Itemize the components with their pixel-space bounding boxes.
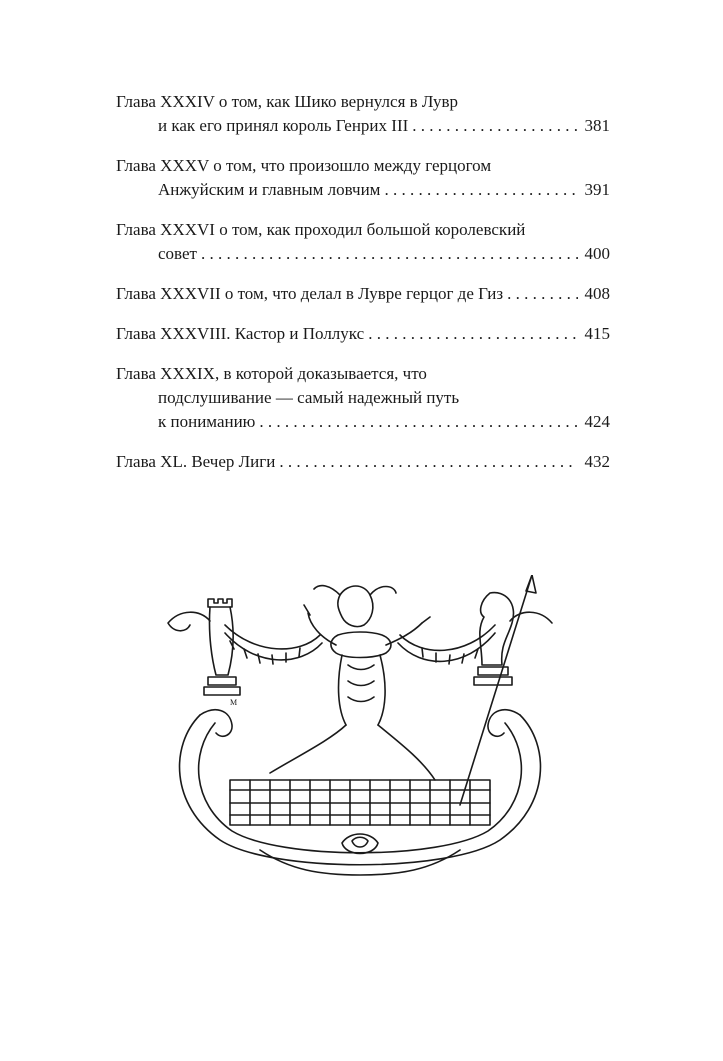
toc-page-number: 381 [584,116,610,135]
toc-entry-title: Глава XXXV о том, что произошло между герцогом [116,156,492,175]
dot-leader [279,450,578,474]
toc-entry-title: подслушивание — самый надежный путь [158,388,460,407]
toc-entry[interactable] [116,450,610,474]
dot-leader [201,242,578,266]
toc-entry-title: и как его принял король Генрих III [158,116,409,135]
toc-entry[interactable] [116,90,610,138]
chessboard-table [230,780,490,825]
toc-entry-title: Глава XXXIX, в которой доказывается, что [116,364,427,383]
cartouche-frame [180,710,541,875]
jester-vignette-illustration [160,575,560,885]
toc-entry-title: Глава XL. Вечер Лиги [116,452,276,471]
toc-page-number: 415 [584,324,610,343]
toc-entry-title: к пониманию [158,412,256,431]
toc-page-number: 424 [584,412,610,431]
toc-entry[interactable] [116,322,610,346]
toc-page-number: 432 [584,452,610,471]
toc-entry[interactable] [116,218,610,266]
toc-entry-title: Глава XXXVII о том, что делал в Лувре герцог де Гиз [116,284,504,303]
toc-entry-title: Глава XXXIV о том, как Шико вернулся в Лувр [116,92,459,111]
dot-leader [384,178,578,202]
lance [460,575,536,805]
rook-ornament-left [204,599,240,695]
table-of-contents [116,90,610,490]
dot-leader [412,114,578,138]
jester-figure [270,586,435,780]
toc-page-number: 408 [584,284,610,303]
toc-entry[interactable] [116,362,610,434]
toc-entry-title: Анжуйским и главным ловчим [158,180,381,199]
toc-entry-title: Глава XXXVI о том, как проходил большой королевский [116,220,526,239]
toc-page-number: 391 [584,180,610,199]
toc-entry[interactable] [116,282,610,306]
artist-monogram: M [230,698,238,707]
dot-leader [507,282,578,306]
toc-page-number: 400 [584,244,610,263]
knight-ornament-right [474,593,513,685]
toc-entry-title: Глава XXXVIII. Кастор и Поллукс [116,324,365,343]
dot-leader [368,322,578,346]
toc-entry[interactable] [116,154,610,202]
garland-swags [168,612,552,664]
toc-entry-title: совет [158,244,197,263]
dot-leader [259,410,578,434]
